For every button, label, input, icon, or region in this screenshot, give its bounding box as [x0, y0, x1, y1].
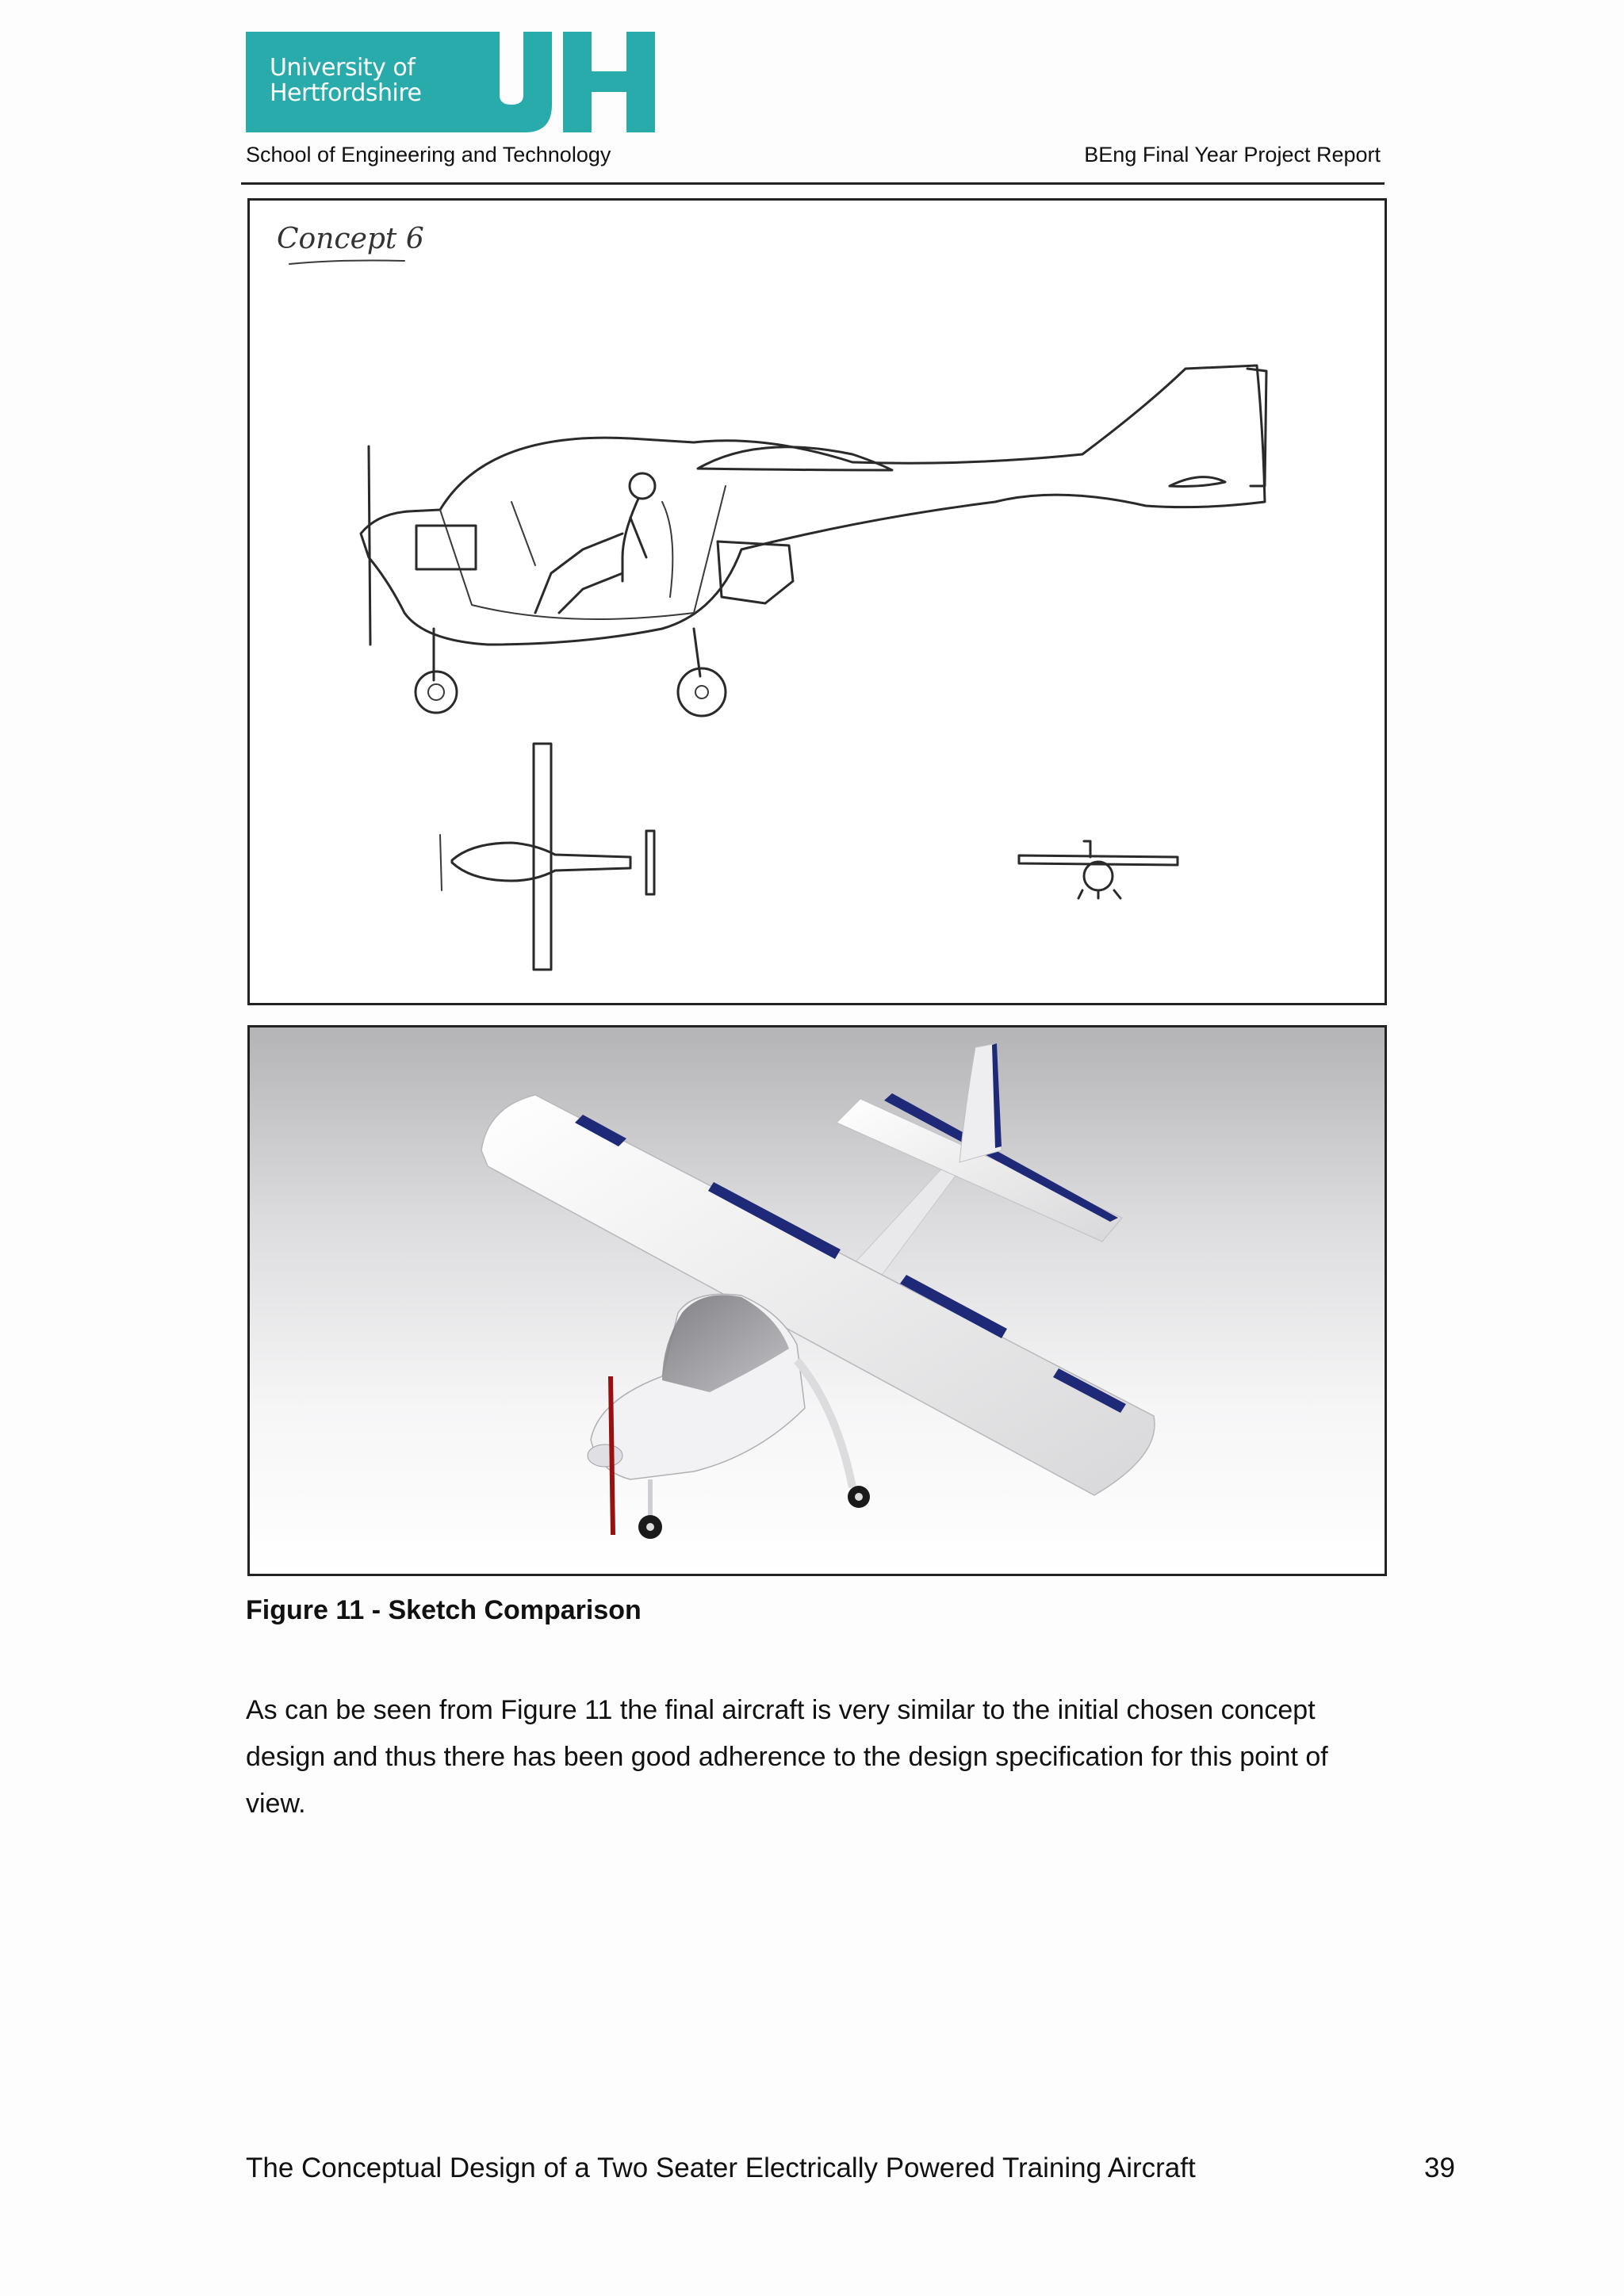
logo-text-line2: Hertfordshire — [270, 79, 422, 107]
concept-sketch-figure — [247, 198, 1387, 1005]
top-view-sketch — [440, 744, 654, 970]
front-view-sketch — [1019, 841, 1178, 898]
page-number: 39 — [1424, 2152, 1455, 2183]
label-underline — [289, 261, 404, 265]
concept-sketch-drawing — [250, 201, 1385, 1003]
footer-title: The Conceptual Design of a Two Seater Electrically Powered Training Aircraft — [246, 2152, 1196, 2183]
logo-text-line1: University of — [270, 54, 416, 82]
figure-caption: Figure 11 - Sketch Comparison — [246, 1595, 642, 1625]
university-logo — [246, 32, 655, 132]
cad-render-figure — [247, 1025, 1387, 1576]
report-type: BEng Final Year Project Report — [1084, 143, 1381, 166]
school-name: School of Engineering and Technology — [246, 143, 611, 166]
cad-render-drawing — [250, 1027, 1385, 1574]
body-paragraph: As can be seen from Figure 11 the final aircraft is very similar to the initial chosen concept design and thus there has been good adherence to the design specification for this point of view. — [246, 1695, 1328, 1819]
sketch-label: Concept 6 — [277, 223, 424, 255]
header-divider — [241, 182, 1385, 185]
side-view-sketch — [361, 365, 1266, 716]
